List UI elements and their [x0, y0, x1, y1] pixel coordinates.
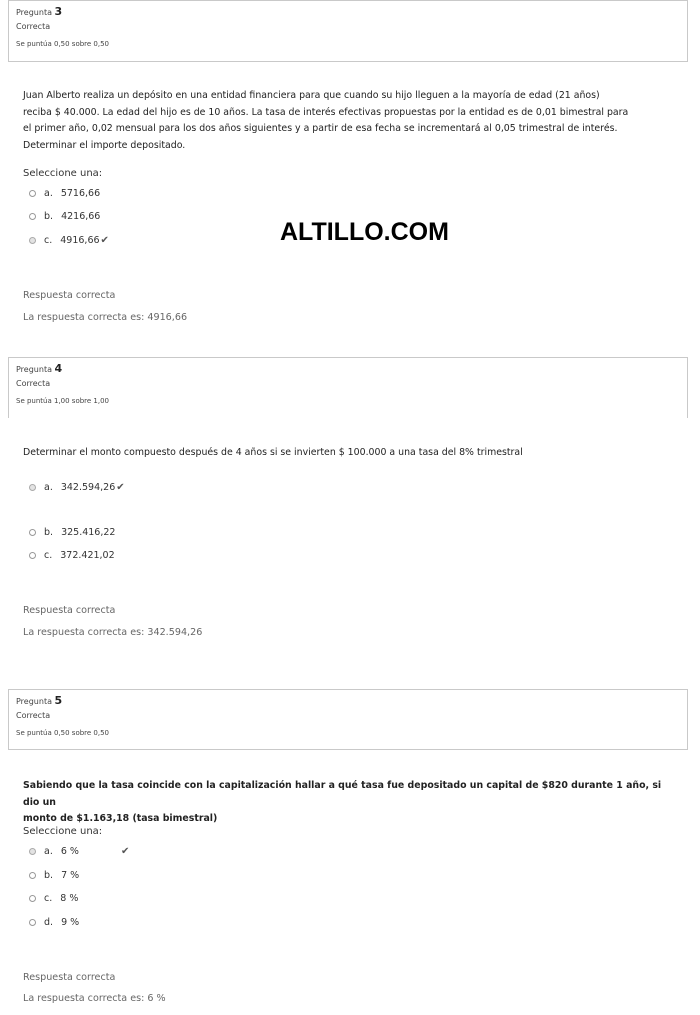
option-value: 342.594,26 — [60, 482, 116, 493]
right-answer: La respuesta correcta es: 6 % — [23, 993, 166, 1004]
question-state: Correcta — [16, 711, 51, 720]
radio-icon[interactable] — [29, 190, 36, 197]
question-text-line: monto de $1.163,18 (tasa bimestral) — [23, 813, 218, 824]
option-value: 5716,66 — [60, 188, 101, 199]
option-letter: b. — [44, 870, 54, 881]
option-value: 9 % — [61, 917, 80, 928]
option-letter: a. — [44, 846, 53, 857]
answer-option-d[interactable] — [29, 917, 79, 928]
feedback: Respuesta correcta — [23, 972, 116, 983]
radio-icon[interactable] — [29, 919, 36, 926]
question-info-4 — [8, 357, 688, 418]
question-state: Correcta — [16, 379, 51, 388]
question-grade: Se puntúa 0,50 sobre 0,50 — [16, 40, 110, 48]
option-letter: b. — [44, 527, 54, 538]
option-letter: b. — [44, 211, 54, 222]
radio-icon[interactable] — [29, 213, 36, 220]
radio-icon[interactable] — [29, 529, 36, 536]
question-text-line: reciba $ 40.000. La edad del hijo es de 10 años. La tasa de interés efectivas propuestas por la entidad es de 0,01 bimestral para — [23, 106, 629, 118]
question-grade: Se puntúa 1,00 sobre 1,00 — [16, 397, 110, 405]
option-value: 325.416,22 — [61, 527, 116, 538]
select-prompt: Seleccione una: — [23, 168, 103, 179]
radio-icon[interactable] — [29, 872, 36, 879]
question-text-3 — [23, 88, 673, 154]
question-info-5 — [8, 689, 688, 750]
question-text-line: Determinar el importe depositado. — [23, 139, 186, 151]
option-letter: a. — [44, 188, 53, 199]
option-letter: c. — [44, 550, 53, 561]
answer-option-a[interactable] — [29, 188, 100, 199]
answer-option-a[interactable] — [29, 482, 125, 493]
radio-icon[interactable] — [29, 552, 36, 559]
answer-option-c[interactable] — [29, 893, 78, 904]
option-letter: a. — [44, 482, 53, 493]
check-icon: ✔ — [100, 235, 109, 246]
question-text-line: Determinar el monto compuesto después de 4 años si se invierten $ 100.000 a una tasa del 8% trimestral — [23, 447, 523, 458]
option-letter: d. — [44, 917, 54, 928]
check-icon: ✔ — [120, 846, 130, 857]
answer-option-c[interactable] — [29, 235, 109, 246]
question-number: Pregunta 4 — [16, 362, 63, 375]
option-value: 4916,66 — [60, 235, 100, 246]
question-text-line: Sabiendo que la tasa coincide con la capitalización hallar a qué tasa fue depositado un capital de $820 durante 1 año, si dio un — [23, 780, 662, 808]
watermark: ALTILLO.COM — [280, 218, 449, 246]
option-value: 4216,66 — [61, 211, 101, 222]
feedback: Respuesta correcta — [23, 290, 116, 301]
question-info-3 — [8, 0, 688, 62]
select-prompt: Seleccione una: — [23, 826, 103, 837]
radio-icon[interactable] — [29, 895, 36, 902]
option-letter: c. — [44, 235, 53, 246]
option-value: 8 % — [60, 893, 79, 904]
radio-icon[interactable] — [29, 848, 36, 855]
question-grade: Se puntúa 0,50 sobre 0,50 — [16, 729, 110, 737]
answer-option-b[interactable] — [29, 870, 79, 881]
radio-icon[interactable] — [29, 237, 36, 244]
radio-icon[interactable] — [29, 484, 36, 491]
question-state: Correcta — [16, 22, 51, 31]
option-value: 372.421,02 — [60, 550, 115, 561]
question-text-line: el primer año, 0,02 mensual para los dos años siguientes y a partir de esa fecha se incrementará al 0,05 trimestral de interés. — [23, 123, 618, 134]
answer-option-b[interactable] — [29, 211, 100, 222]
answer-option-a[interactable] — [29, 846, 129, 857]
question-text-5 — [23, 778, 673, 828]
question-text-line: Juan Alberto realiza un depósito en una entidad financiera para que cuando su hijo lleguen a la mayoría de edad (21 años) — [23, 90, 600, 101]
answer-option-b[interactable] — [29, 527, 115, 538]
answer-option-c[interactable] — [29, 550, 115, 561]
question-text-4 — [23, 445, 673, 462]
option-value: 6 % — [60, 846, 79, 857]
feedback: Respuesta correcta — [23, 605, 116, 616]
check-icon: ✔ — [116, 482, 125, 493]
option-value: 7 % — [61, 870, 80, 881]
right-answer: La respuesta correcta es: 4916,66 — [23, 312, 188, 323]
question-number: Pregunta 3 — [16, 5, 63, 18]
right-answer: La respuesta correcta es: 342.594,26 — [23, 627, 203, 638]
question-number: Pregunta 5 — [16, 694, 63, 707]
option-letter: c. — [44, 893, 53, 904]
